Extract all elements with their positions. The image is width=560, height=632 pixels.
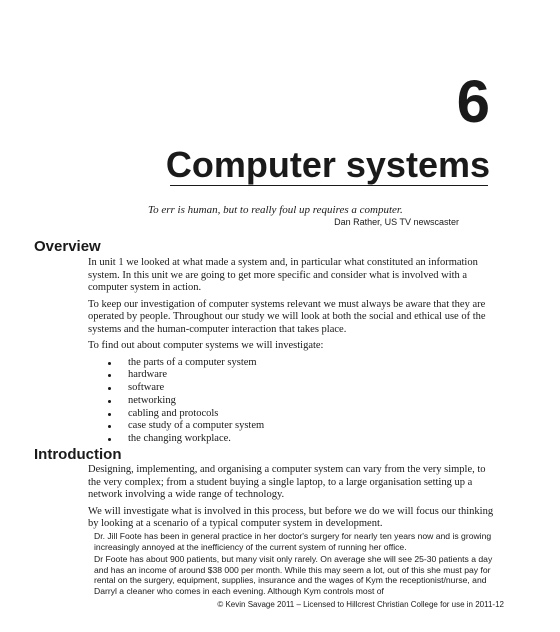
epigraph-quote: To err is human, but to really foul up requires a computer. [148,204,403,216]
introduction-body [88,464,496,535]
overview-paragraph: To find out about computer systems we will investigate: [88,340,324,351]
list-item: hardware [88,369,496,382]
list-item: case study of a computer system [88,420,496,433]
scenario-paragraph: Dr. Jill Foote has been in general practice in her doctor's surgery for nearly ten years now and is growing increasingly annoyed at the inefficiency of the current system of running her office. [94,531,492,552]
chapter-title: Computer systems [165,144,490,185]
overview-body [88,257,496,446]
topics-list [88,357,496,447]
introduction-paragraph: Designing, implementing, and organising a computer system can vary from the very simple, to the very complex; from a student buying a single laptop, to a large organisation setting up a network involving a wide range of technology. [88,464,486,500]
chapter-number: 6 [456,68,490,135]
list-item: software [88,382,496,395]
overview-paragraph: To keep our investigation of computer systems relevant we must always be aware that they are operated by people. Throughout our study we will look at both the social and ethical use of the systems and the human-computer interaction that takes place. [88,298,486,335]
overview-paragraph: In unit 1 we looked at what made a system and, in particular what constituted an information system. In this unit we are going to get more specific and consider what is involved with a computer system in action. [88,257,478,293]
epigraph-attribution: Dan Rather, US TV newscaster [334,217,459,227]
title-rule [170,185,488,186]
list-item: cabling and protocols [88,408,496,421]
list-item: networking [88,395,496,408]
overview-heading: Overview [34,238,101,255]
footer-copyright: © Kevin Savage 2011 – Licensed to Hillcrest Christian College for use in 2011-12 [217,600,504,609]
list-item: the changing workplace. [88,433,496,446]
scenario-box [94,531,506,599]
introduction-heading: Introduction [34,446,122,463]
scenario-paragraph: Dr Foote has about 900 patients, but many visit only rarely. On average she will see 25-30 patients a day and has an income of around $38 000 per month. While this may seem a lot, out of this she must pay for rental on the surgery, equipment, supplies, insurance and the wages of Kym the receptionist/nurse, and Darryl a cleaner who comes in each evening. Although Kym controls most of [94,554,493,596]
list-item: the parts of a computer system [88,357,496,370]
introduction-paragraph: We will investigate what is involved in this process, but before we do we will focus our thinking by looking at a scenario of a typical computer system in development. [88,505,494,529]
